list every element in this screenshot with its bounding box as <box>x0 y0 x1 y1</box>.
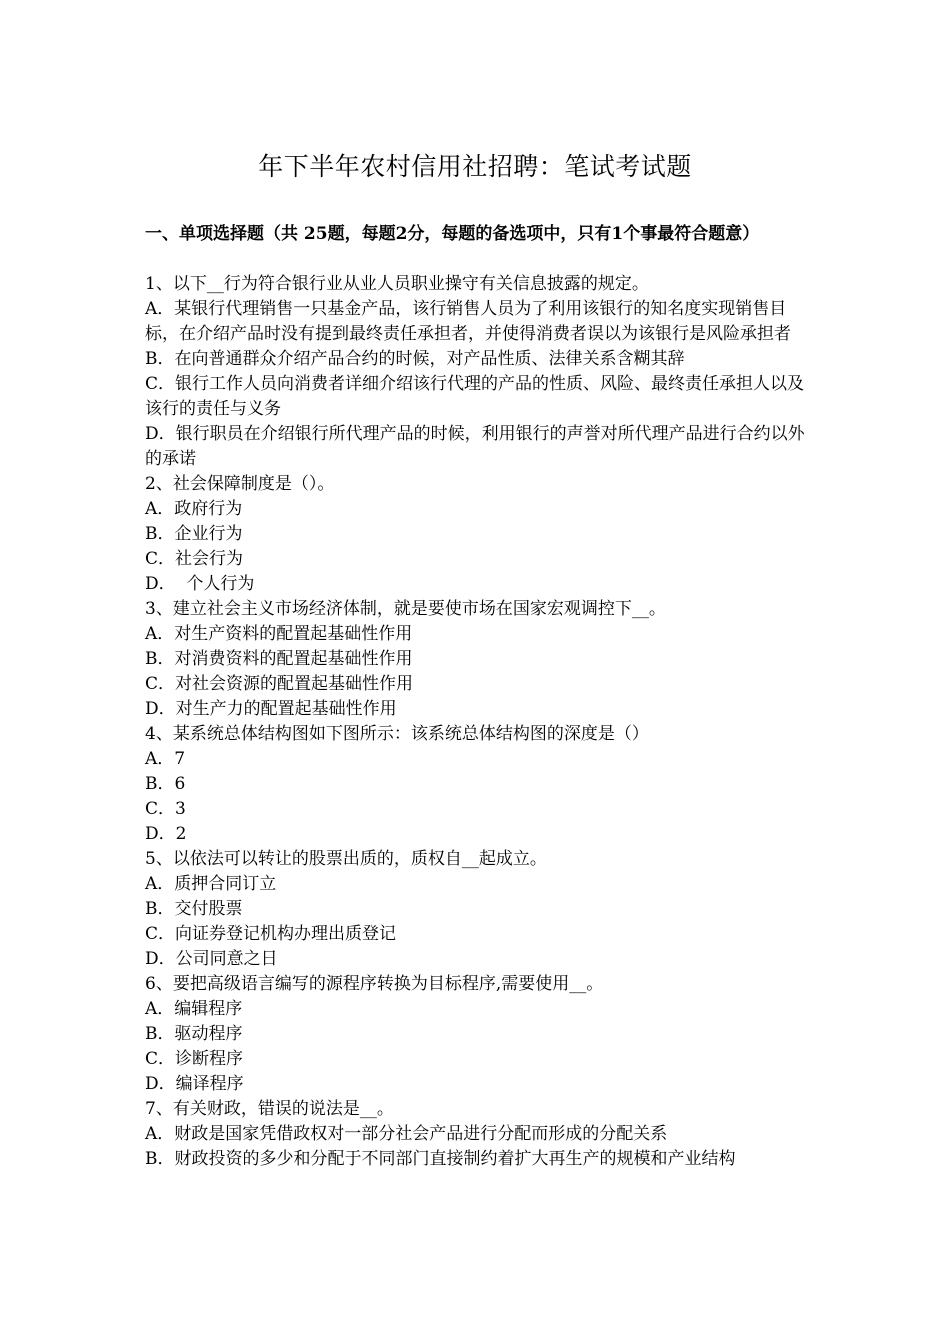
document-title: 年下半年农村信用社招聘：笔试考试题 <box>258 152 692 181</box>
text-line: C．银行工作人员向消费者详细介绍该行代理的产品的性质、风险、最终责任承担人以及该行的责任与义务 <box>145 374 805 419</box>
text-line: A．政府行为 <box>145 499 243 519</box>
text-line: 1、以下__行为符合银行业从业人员职业操守有关信息披露的规定。 <box>145 274 649 294</box>
text-line: C．对社会资源的配置起基础性作用 <box>145 674 414 694</box>
text-line: B．财政投资的多少和分配于不同部门直接制约着扩大再生产的规模和产业结构 <box>145 1149 736 1169</box>
text-line: B．驱动程序 <box>145 1024 243 1044</box>
text-line: 7、有关财政，错误的说法是__。 <box>145 1099 394 1119</box>
text-line: A．某银行代理销售一只基金产品，该行销售人员为了利用该银行的知名度实现销售目标，在介绍产品时没有提到最终责任承担者，并使得消费者误以为该银行是风险承担者 <box>145 299 791 344</box>
text-line: A．对生产资料的配置起基础性作用 <box>145 624 413 644</box>
text-line: 5、以依法可以转让的股票出质的，质权自__起成立。 <box>145 849 547 869</box>
question-list <box>145 272 810 1172</box>
text-line: 2、社会保障制度是（）。 <box>145 474 335 494</box>
text-line: D． 个人行为 <box>145 574 255 594</box>
text-line: 3、建立社会主义市场经济体制，就是要使市场在国家宏观调控下__。 <box>145 599 666 619</box>
text-line: D．对生产力的配置起基础性作用 <box>145 699 397 719</box>
text-line: C．向证券登记机构办理出质登记 <box>145 924 397 944</box>
text-line: B．企业行为 <box>145 524 243 544</box>
text-line: C．社会行为 <box>145 549 244 569</box>
text-line: 4、某系统总体结构图如下图所示：该系统总体结构图的深度是（） <box>145 724 649 744</box>
text-line: D．编译程序 <box>145 1074 244 1094</box>
section-heading: 一、单项选择题（共 25题，每题2分，每题的备选项中，只有1个事最符合题意） <box>145 224 760 244</box>
text-line: C．3 <box>145 799 186 819</box>
text-line: A．财政是国家凭借政权对一部分社会产品进行分配而形成的分配关系 <box>145 1124 668 1144</box>
text-line: A．质押合同订立 <box>145 874 277 894</box>
text-line: B．对消费资料的配置起基础性作用 <box>145 649 413 669</box>
text-line: D．公司同意之日 <box>145 949 278 969</box>
text-line: A．7 <box>145 749 186 769</box>
text-line: D．银行职员在介绍银行所代理产品的时候，利用银行的声誉对所代理产品进行合约以外的承诺 <box>145 424 805 469</box>
text-line: 6、要把高级语言编写的源程序转换为目标程序,需要使用__。 <box>145 974 604 994</box>
text-line: B．6 <box>145 774 186 794</box>
text-line: B．交付股票 <box>145 899 243 919</box>
text-line: C．诊断程序 <box>145 1049 244 1069</box>
text-line: D．2 <box>145 824 187 844</box>
text-line: B．在向普通群众介绍产品合约的时候，对产品性质、法律关系含糊其辞 <box>145 349 685 369</box>
text-line: A．编辑程序 <box>145 999 243 1019</box>
